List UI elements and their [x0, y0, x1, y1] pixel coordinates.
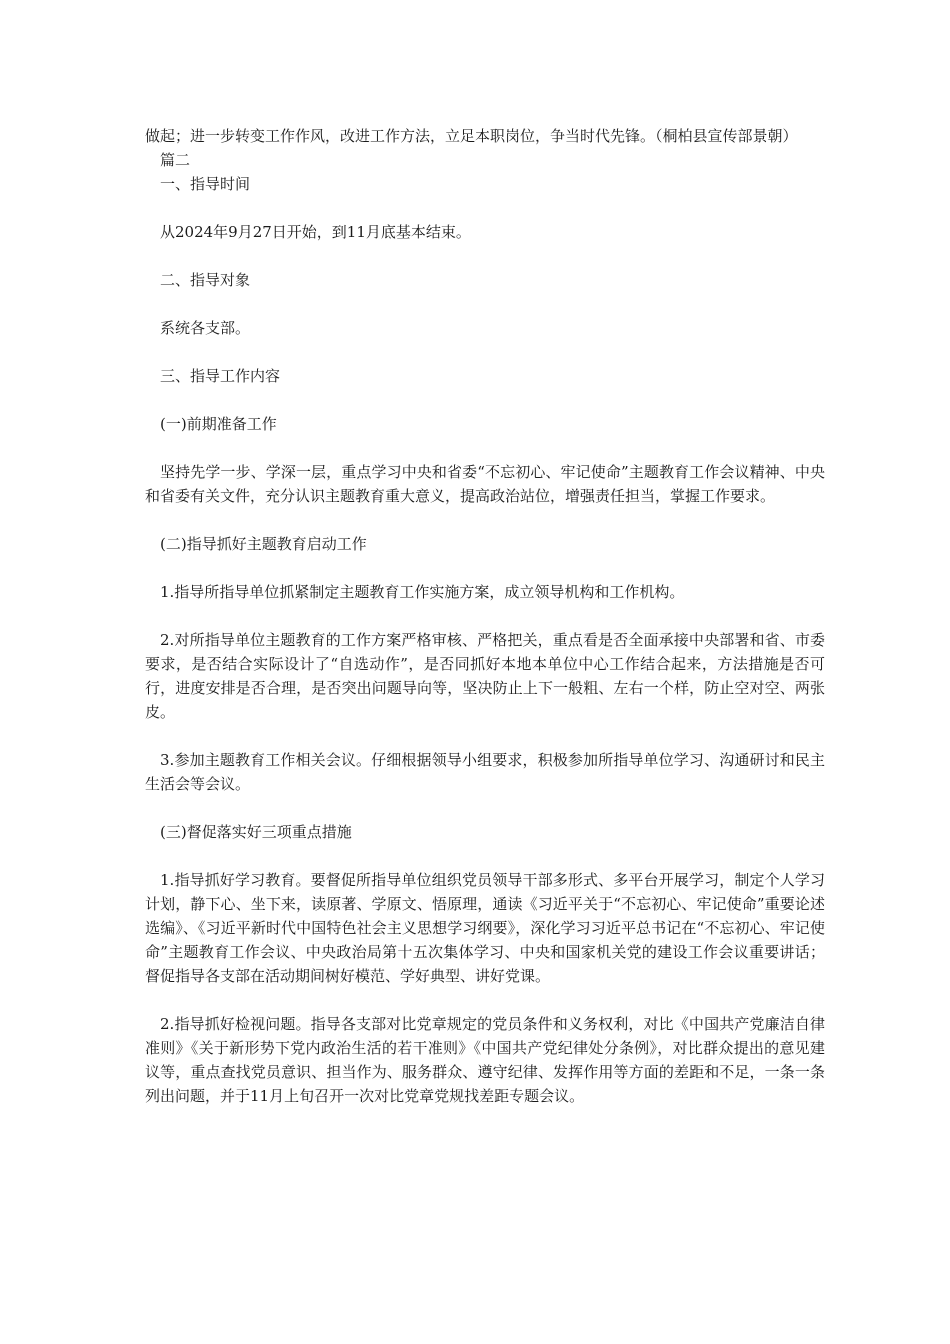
subheading-preparation: (一)前期准备工作: [160, 415, 277, 433]
subheading-key-measures: (三)督促落实好三项重点措施: [160, 823, 352, 841]
paragraph-launch-2: 2.对所指导单位主题教育的工作方案严格审核、严格把关，重点看是否全面承接中央部署和省、市委要求，是否结合实际设计了“自选动作”，是否同抓好本地本单位中心工作结合起来，方法措施是否可行，进度安排是否合理，是否突出问题导向等，坚决防止上下一般粗、左右一个样，防止空对空、两张皮。: [145, 631, 825, 721]
paragraph-preparation: 坚持先学一步、学深一层，重点学习中央和省委“不忘初心、牢记使命”主题教育工作会议精神、中央和省委有关文件，充分认识主题教育重大意义，提高政治站位，增强责任担当，掌握工作要求。: [145, 463, 825, 505]
paragraph-guidance-time: 从2024年9月27日开始，到11月底基本结束。: [160, 223, 471, 241]
heading-guidance-target: 二、指导对象: [160, 271, 251, 289]
document-page: [145, 124, 825, 1108]
paragraph-measure-2: 2.指导抓好检视问题。指导各支部对比党章规定的党员条件和义务权利，对比《中国共产党廉洁自律准则》《关于新形势下党内政治生活的若干准则》《中国共产党纪律处分条例》，对比群众提出的意见建议等，重点查找党员意识、担当作为、服务群众、遵守纪律、发挥作用等方面的差距和不足，一条一条列出问题，并于11月上旬召开一次对比党章党规找差距专题会议。: [145, 1015, 825, 1105]
paragraph-launch-3: 3.参加主题教育工作相关会议。仔细根据领导小组要求，积极参加所指导单位学习、沟通研讨和民主生活会等会议。: [145, 751, 825, 793]
subheading-launch: (二)指导抓好主题教育启动工作: [160, 535, 367, 553]
heading-guidance-time: 一、指导时间: [160, 175, 251, 193]
paragraph-measure-1: 1.指导抓好学习教育。要督促所指导单位组织党员领导干部多形式、多平台开展学习，制定个人学习计划，静下心、坐下来，读原著、学原文、悟原理，通读《习近平关于“不忘初心、牢记使命”重要论述选编》、《习近平新时代中国特色社会主义思想学习纲要》，深化学习习近平总书记在“不忘初心、牢记使命”主题教育工作会议、中央政治局第十五次集体学习、中央和国家机关党的建设工作会议重要讲话；督促指导各支部在活动期间树好模范、学好典型、讲好党课。: [145, 871, 825, 985]
paragraph-closing: 做起；进一步转变工作作风，改进工作方法，立足本职岗位，争当时代先锋。（桐柏县宣传部景朝）: [145, 127, 798, 145]
section-heading-part-two: 篇二: [160, 151, 191, 169]
heading-guidance-content: 三、指导工作内容: [160, 367, 281, 385]
paragraph-guidance-target: 系统各支部。: [160, 319, 251, 337]
paragraph-launch-1: 1.指导所指导单位抓紧制定主题教育工作实施方案，成立领导机构和工作机构。: [160, 583, 685, 601]
